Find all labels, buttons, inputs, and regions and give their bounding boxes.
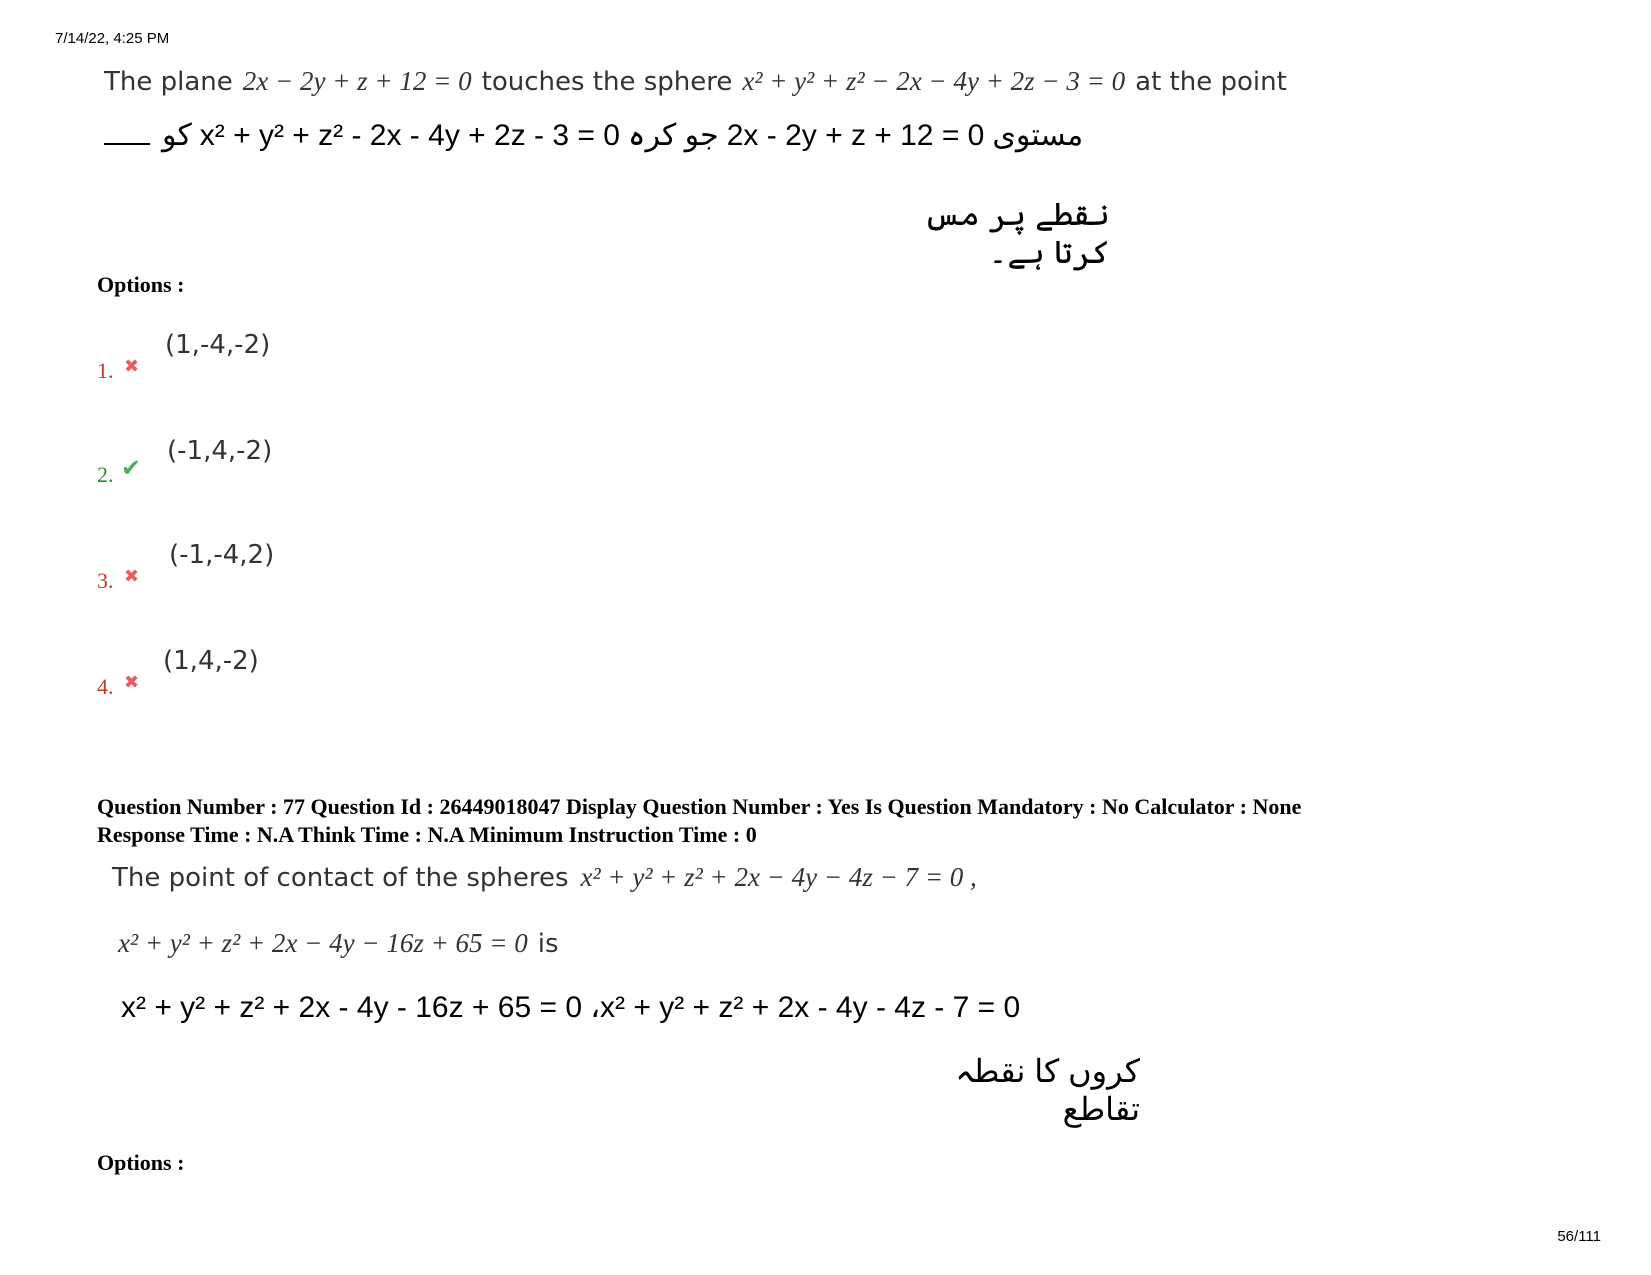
q77-urdu-line2: کروں کا نقطہ تقاطع bbox=[955, 1053, 1140, 1127]
option-number: 2. bbox=[97, 462, 114, 487]
cross-icon: ✖ bbox=[124, 672, 140, 692]
q76-english-statement bbox=[104, 66, 1287, 97]
q76-suffix: at the point bbox=[1135, 67, 1287, 97]
q76-mid: touches the sphere bbox=[481, 67, 733, 97]
option-item bbox=[97, 540, 497, 593]
option-value: (-1,4,-2) bbox=[167, 436, 273, 466]
print-timestamp: 7/14/22, 4:25 PM bbox=[55, 30, 170, 47]
q76-plane-equation: 2x − 2y + z + 12 = 0 bbox=[242, 66, 472, 96]
cross-icon: ✖ bbox=[124, 356, 140, 376]
q76-urdu-line2: نقطے پر مس کرتا ہے۔ bbox=[923, 196, 1110, 270]
option-value: (-1,-4,2) bbox=[169, 540, 275, 570]
option-number: 3. bbox=[97, 568, 114, 593]
q76-urdu-mustawi: مستوی bbox=[992, 119, 1084, 152]
q77-is: is bbox=[537, 929, 559, 959]
q76-urdu-plane-eq: 2x - 2y + z + 12 = 0 bbox=[726, 119, 985, 152]
option-item bbox=[97, 436, 497, 486]
answer-blank bbox=[104, 143, 150, 145]
option-item bbox=[97, 646, 497, 699]
q76-urdu-jo-kurah: جو کرہ bbox=[627, 119, 719, 152]
q77-urdu-equation-line: x² + y² + z² + 2x - 4y - 16z + 65 = 0 ،x² + y² + z² + 2x - 4y - 4z - 7 = 0 bbox=[121, 991, 1021, 1024]
check-icon: ✔ bbox=[121, 456, 142, 482]
option-number: 1. bbox=[97, 358, 114, 383]
q77-options-label: Options : bbox=[97, 1150, 185, 1175]
q76-sphere-equation: x² + y² + z² − 2x − 4y + 2z − 3 = 0 bbox=[742, 66, 1126, 96]
option-item bbox=[97, 330, 497, 383]
q77-prefix: The point of contact of the spheres bbox=[112, 863, 569, 893]
cross-icon: ✖ bbox=[124, 566, 140, 586]
question-metadata-line2: Response Time : N.A Think Time : N.A Minimum Instruction Time : 0 bbox=[97, 822, 757, 847]
q77-sphere1-equation: x² + y² + z² + 2x − 4y − 4z − 7 = 0 , bbox=[580, 862, 977, 892]
option-value: (1,-4,-2) bbox=[165, 330, 271, 360]
option-value: (1,4,-2) bbox=[163, 646, 259, 676]
q76-urdu-sphere-eq: x² + y² + z² - 2x - 4y + 2z - 3 = 0 bbox=[199, 119, 620, 152]
q77-english-line2 bbox=[118, 928, 559, 959]
q76-prefix: The plane bbox=[104, 67, 233, 97]
question-metadata bbox=[97, 793, 1597, 849]
question-metadata-line1: Question Number : 77 Question Id : 26449018047 Display Question Number : Yes Is Question Mandatory : No Calculator : None bbox=[97, 794, 1302, 819]
q76-urdu-ko: کو bbox=[162, 119, 192, 152]
page-number: 56/111 bbox=[1557, 1228, 1601, 1245]
q77-sphere2-equation: x² + y² + z² + 2x − 4y − 16z + 65 = 0 bbox=[118, 928, 528, 958]
q77-english-line1 bbox=[112, 862, 977, 893]
q76-options-label: Options : bbox=[97, 272, 185, 297]
option-number: 4. bbox=[97, 674, 114, 699]
q76-urdu-line1 bbox=[104, 118, 1083, 153]
